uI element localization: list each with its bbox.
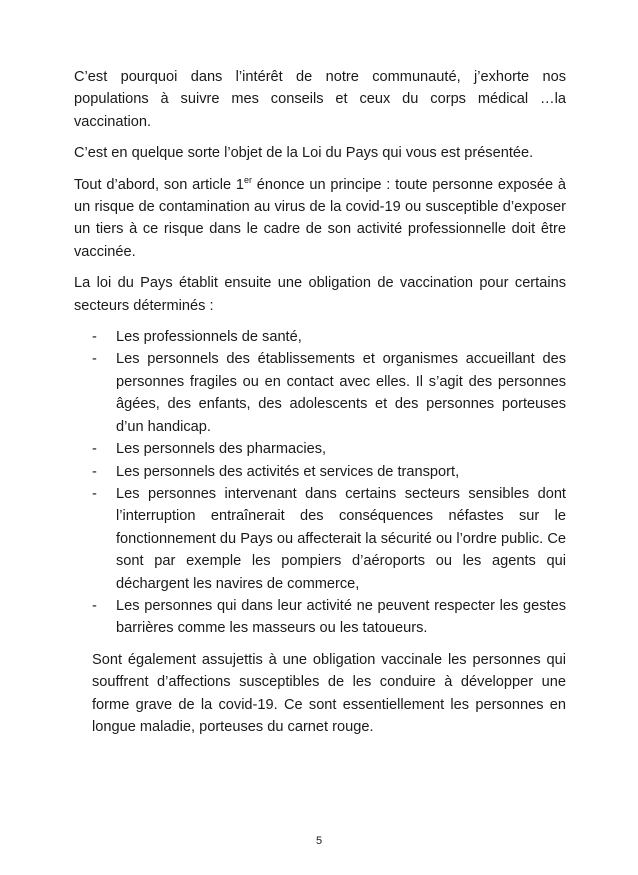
bullet-dash: - [92, 351, 97, 368]
list-item [74, 483, 566, 595]
list-item [74, 326, 566, 348]
list-item [74, 461, 566, 483]
bullet-dash: - [92, 463, 97, 480]
article-text-end: énonce un principe : toute personne exposée à un risque de contamination au virus de la covid-19 ou susceptible d’exposer un tiers à ce risque dans le cadre de son activité professionnelle doit être vaccinée. [74, 176, 566, 260]
list-item-text: Les personnels des activités et services de transport, [116, 463, 460, 480]
paragraph-loi-objet: C’est en quelque sorte l’objet de la Loi du Pays qui vous est présentée. [74, 145, 534, 162]
page-number: 5 [315, 835, 323, 847]
paragraph-article-1 [74, 174, 566, 264]
list-item [74, 438, 566, 460]
bullet-dash: - [92, 485, 97, 502]
bullet-dash: - [92, 329, 97, 346]
paragraph-assujettis: Sont également assujettis à une obligation vaccinale les personnes qui souffrent d’affections susceptibles de les conduire à développer une forme grave de la covid-19. Ce sont essentiellement les personnes en longue maladie, porteuses du carnet rouge. [92, 651, 566, 735]
list-item [74, 595, 566, 640]
list-item-text: Les personnels des pharmacies, [116, 441, 327, 458]
list-item-text: Les personnes qui dans leur activité ne peuvent respecter les gestes barrières comme les masseurs ou les tatoueurs. [116, 597, 566, 637]
bullet-dash: - [92, 441, 97, 458]
list-item [74, 348, 566, 438]
list-item-text: Les professionnels de santé, [116, 329, 302, 346]
paragraph-obligation-intro: La loi du Pays établit ensuite une obligation de vaccination pour certains secteurs déterminés : [74, 275, 566, 314]
list-item-text: Les personnes intervenant dans certains secteurs sensibles dont l’interruption entraînerait des conséquences néfastes sur le fonctionnement du Pays ou affecterait la sécurité ou l’ordre public. Ce sont par exemple les pompiers d’aéroports ou les agents qui déchargent les navires de commerce, [116, 485, 566, 592]
paragraph-exhortation: C’est pourquoi dans l’intérêt de notre communauté, j’exhorte nos populations à suivre mes conseils et ceux du corps médical …la vaccination. [74, 69, 566, 130]
list-item-text: Les personnels des établissements et organismes accueillant des personnes fragiles ou en contact avec elles. Il s’agit des personnes âgées, des enfants, des adolescents et des personnes porteuses d’un handicap. [116, 351, 566, 435]
document-body [74, 66, 566, 747]
bullet-dash: - [92, 597, 97, 614]
ordinal-superscript: er [243, 174, 252, 185]
article-text-start: Tout d’abord, son article 1 [74, 176, 244, 193]
sector-list [74, 326, 566, 640]
